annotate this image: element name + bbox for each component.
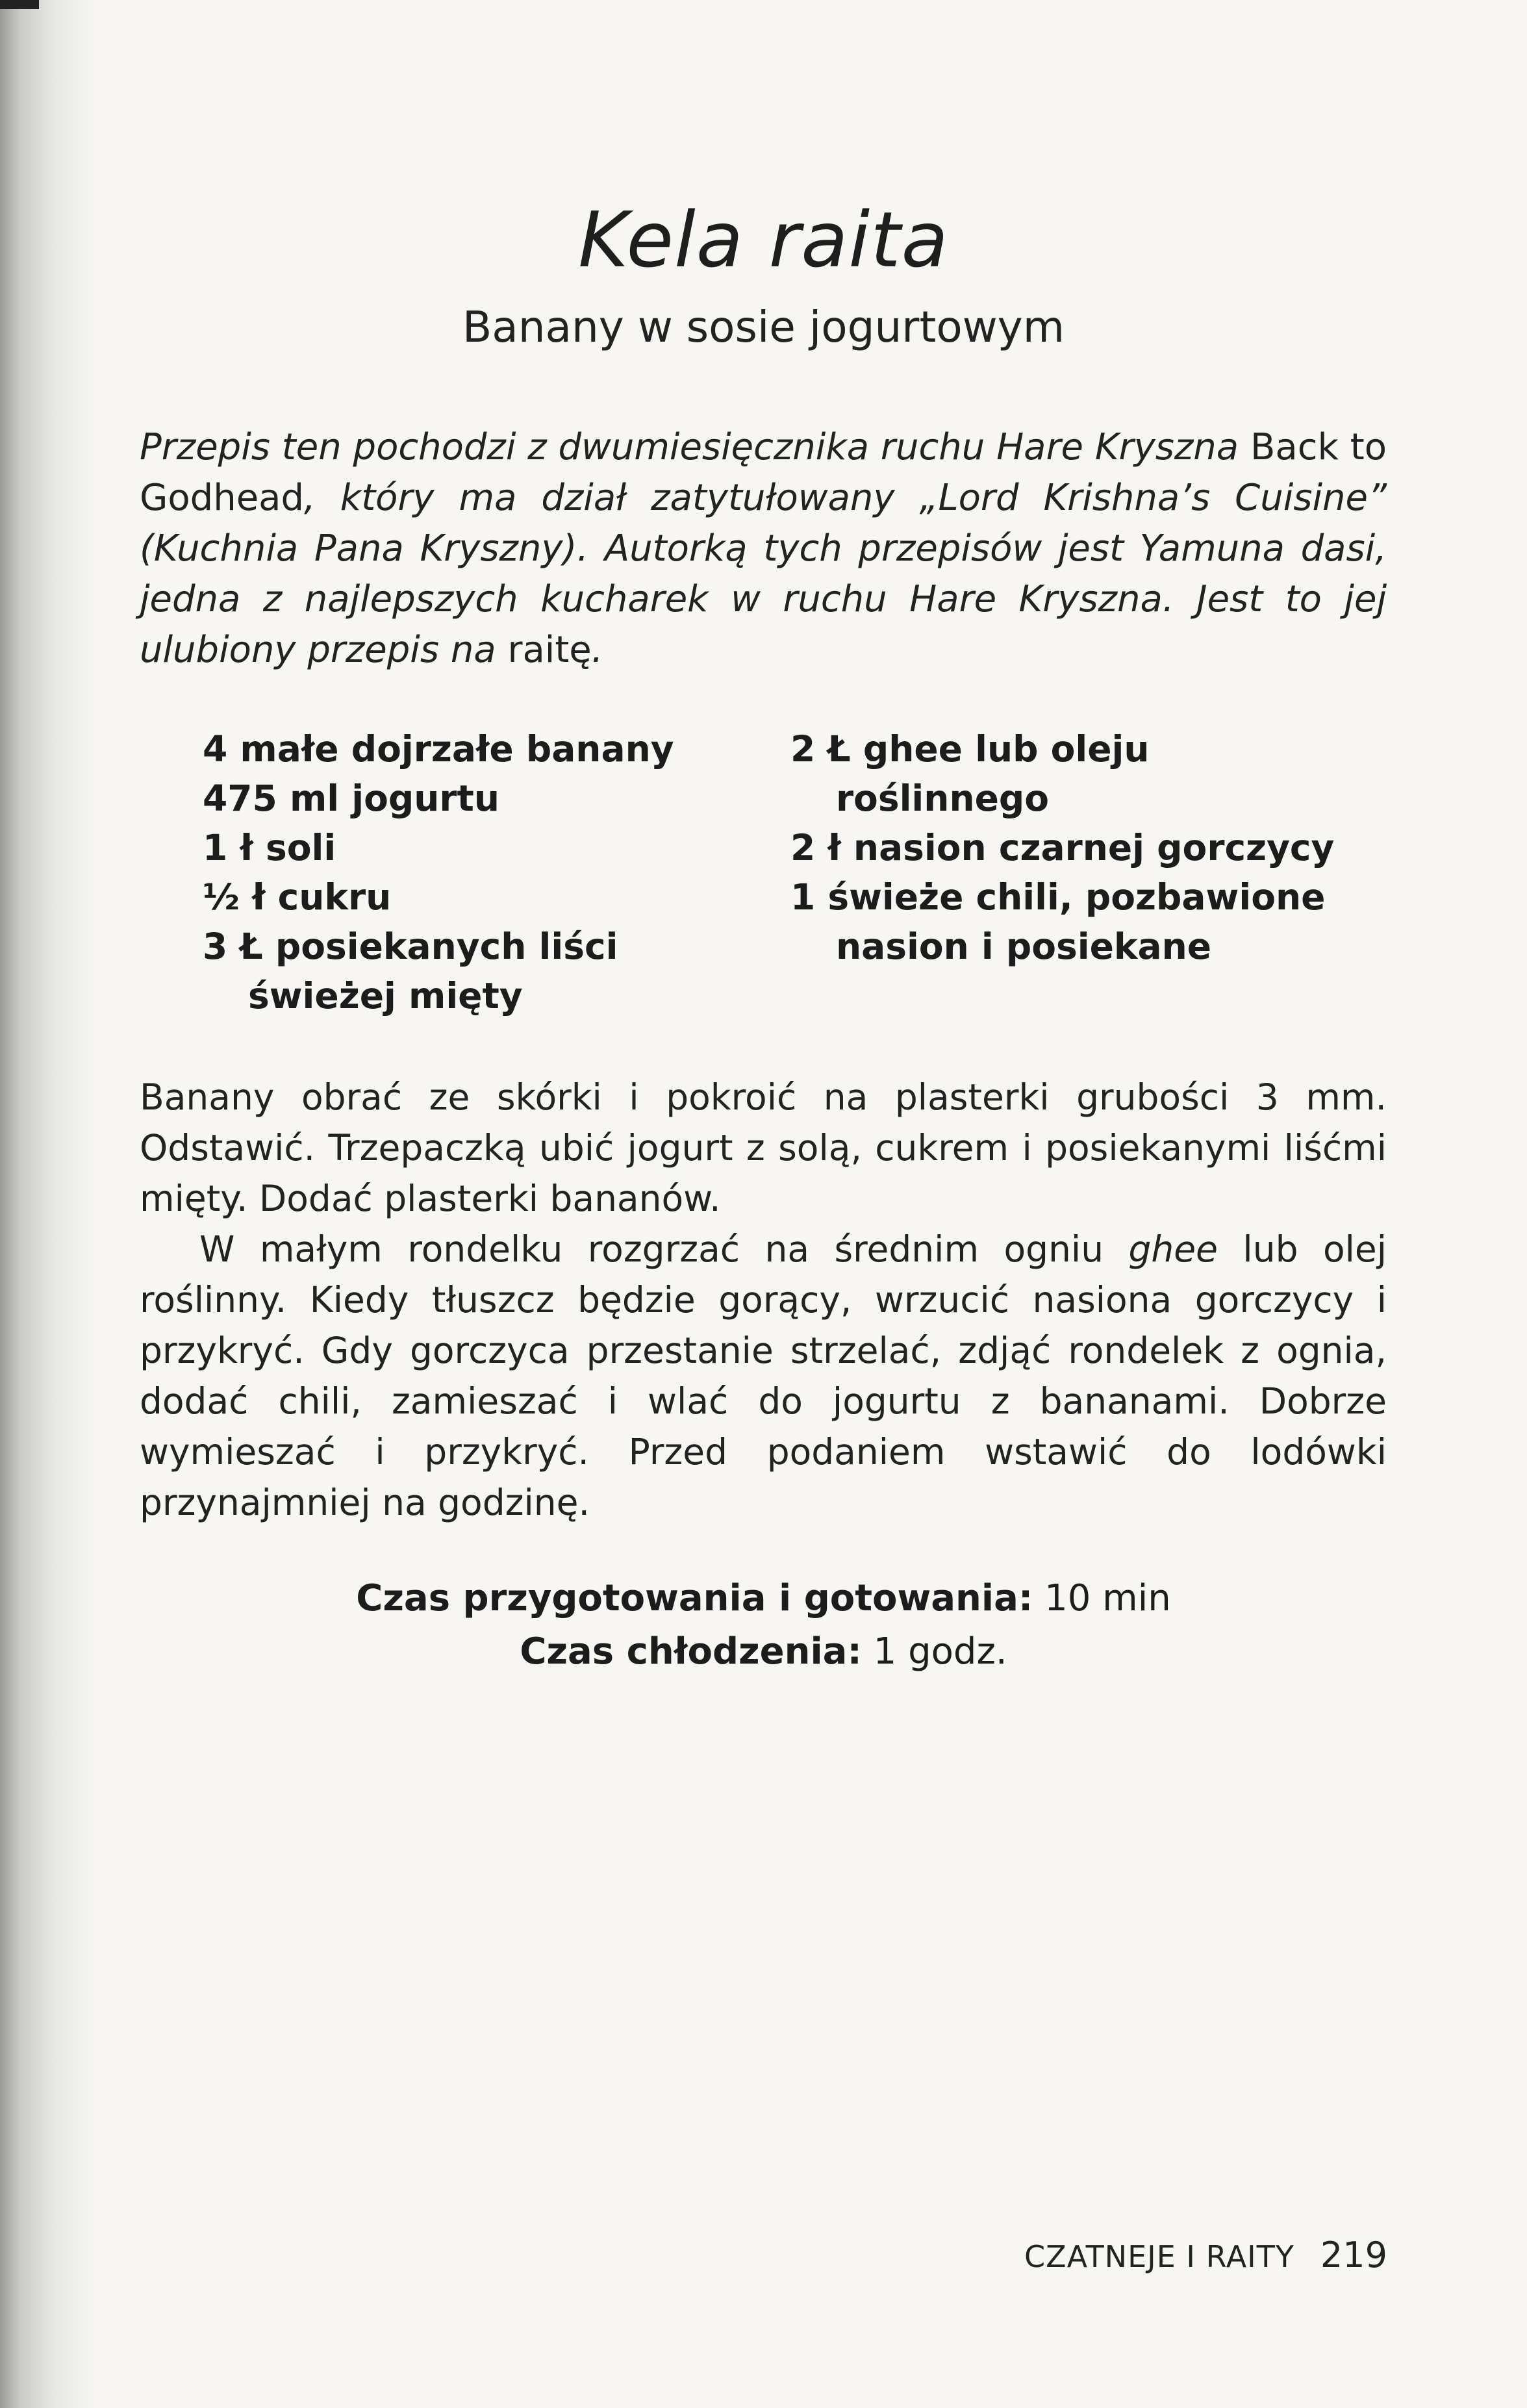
prep-time	[0, 1572, 1527, 1625]
intro-text-2: Back to Godhead	[140, 426, 1387, 519]
recipe-method	[140, 1072, 1387, 1528]
ingredient-item: 3 Ł posiekanych liści świeżej mięty	[203, 926, 618, 1017]
chill-time-value: 1 godz.	[873, 1630, 1007, 1673]
ingredients-left-column	[203, 724, 797, 1020]
page-gutter-shadow	[0, 0, 97, 2408]
intro-text-1: Przepis ten pochodzi z dwumiesięcznika ruchu Hare Kryszna	[140, 426, 1250, 468]
page-footer	[1024, 2235, 1387, 2275]
intro-paragraph	[140, 422, 1387, 676]
recipe-title: Kela raita	[578, 195, 949, 285]
ingredient-item: 1 świeże chili, pozbawione nasion i posiekane	[790, 876, 1326, 967]
chill-time-label: Czas chłodzenia:	[520, 1630, 862, 1673]
method-text-a: W małym rondelku rozgrzać na średnim ogniu	[199, 1228, 1129, 1270]
method-paragraph-2	[140, 1224, 1387, 1528]
page-number: 219	[1320, 2235, 1387, 2275]
recipe-subtitle: Banany w sosie jogurtowym	[462, 302, 1065, 352]
chill-time	[0, 1625, 1527, 1679]
intro-text-5: .	[591, 629, 603, 671]
ingredients-list	[203, 724, 1372, 1020]
scan-corner-mark	[0, 0, 39, 9]
section-title: CZATNEJE I RAITY	[1024, 2239, 1294, 2274]
ingredient-item: ½ ł cukru	[203, 876, 392, 918]
ingredients-right-column	[790, 724, 1372, 1020]
ingredient-item: 1 ł soli	[203, 827, 336, 868]
ingredient-item: 2 ł nasion czarnej gorczycy	[790, 827, 1335, 868]
ingredient-item: 4 małe dojrzałe banany	[203, 728, 674, 770]
prep-time-label: Czas przygotowania i gotowania:	[356, 1577, 1033, 1619]
method-text-c: lub olej roślinny. Kiedy tłuszcz będzie gorący, wrzucić nasiona gorczycy i przykryć. Gdy gorczyca przestanie strzelać, zdjąć rondelek z ognia, dodać chili, zamieszać i wlać do jogurtu z bananami. Dobrze wymieszać i przykryć. Przed podaniem wstawić do lodówki przynajmniej na godzinę.	[140, 1228, 1387, 1523]
recipe-intro	[140, 422, 1387, 676]
intro-text-4: raitę	[507, 629, 592, 671]
recipe-times	[0, 1572, 1527, 1679]
ingredient-item: 2 Ł ghee lub oleju roślinnego	[790, 728, 1150, 819]
prep-time-value: 10 min	[1044, 1577, 1171, 1619]
ingredient-item: 475 ml jogurtu	[203, 778, 499, 819]
intro-text-3: , który ma dział zatytułowany „Lord Krishna’s Cuisine” (Kuchnia Pana Kryszny). Autorką tych przepisów jest Yamuna dasi, jedna z najlepszych kucharek w ruchu Hare Kryszna. Jest to jej ulubiony przepis na	[140, 477, 1387, 671]
method-paragraph-1: Banany obrać ze skórki i pokroić na plasterki grubości 3 mm. Odstawić. Trzepaczką ubić jogurt z solą, cukrem i posiekanymi liśćmi mięty. Dodać plasterki bananów.	[140, 1076, 1387, 1219]
method-text-b: ghee	[1128, 1228, 1218, 1270]
